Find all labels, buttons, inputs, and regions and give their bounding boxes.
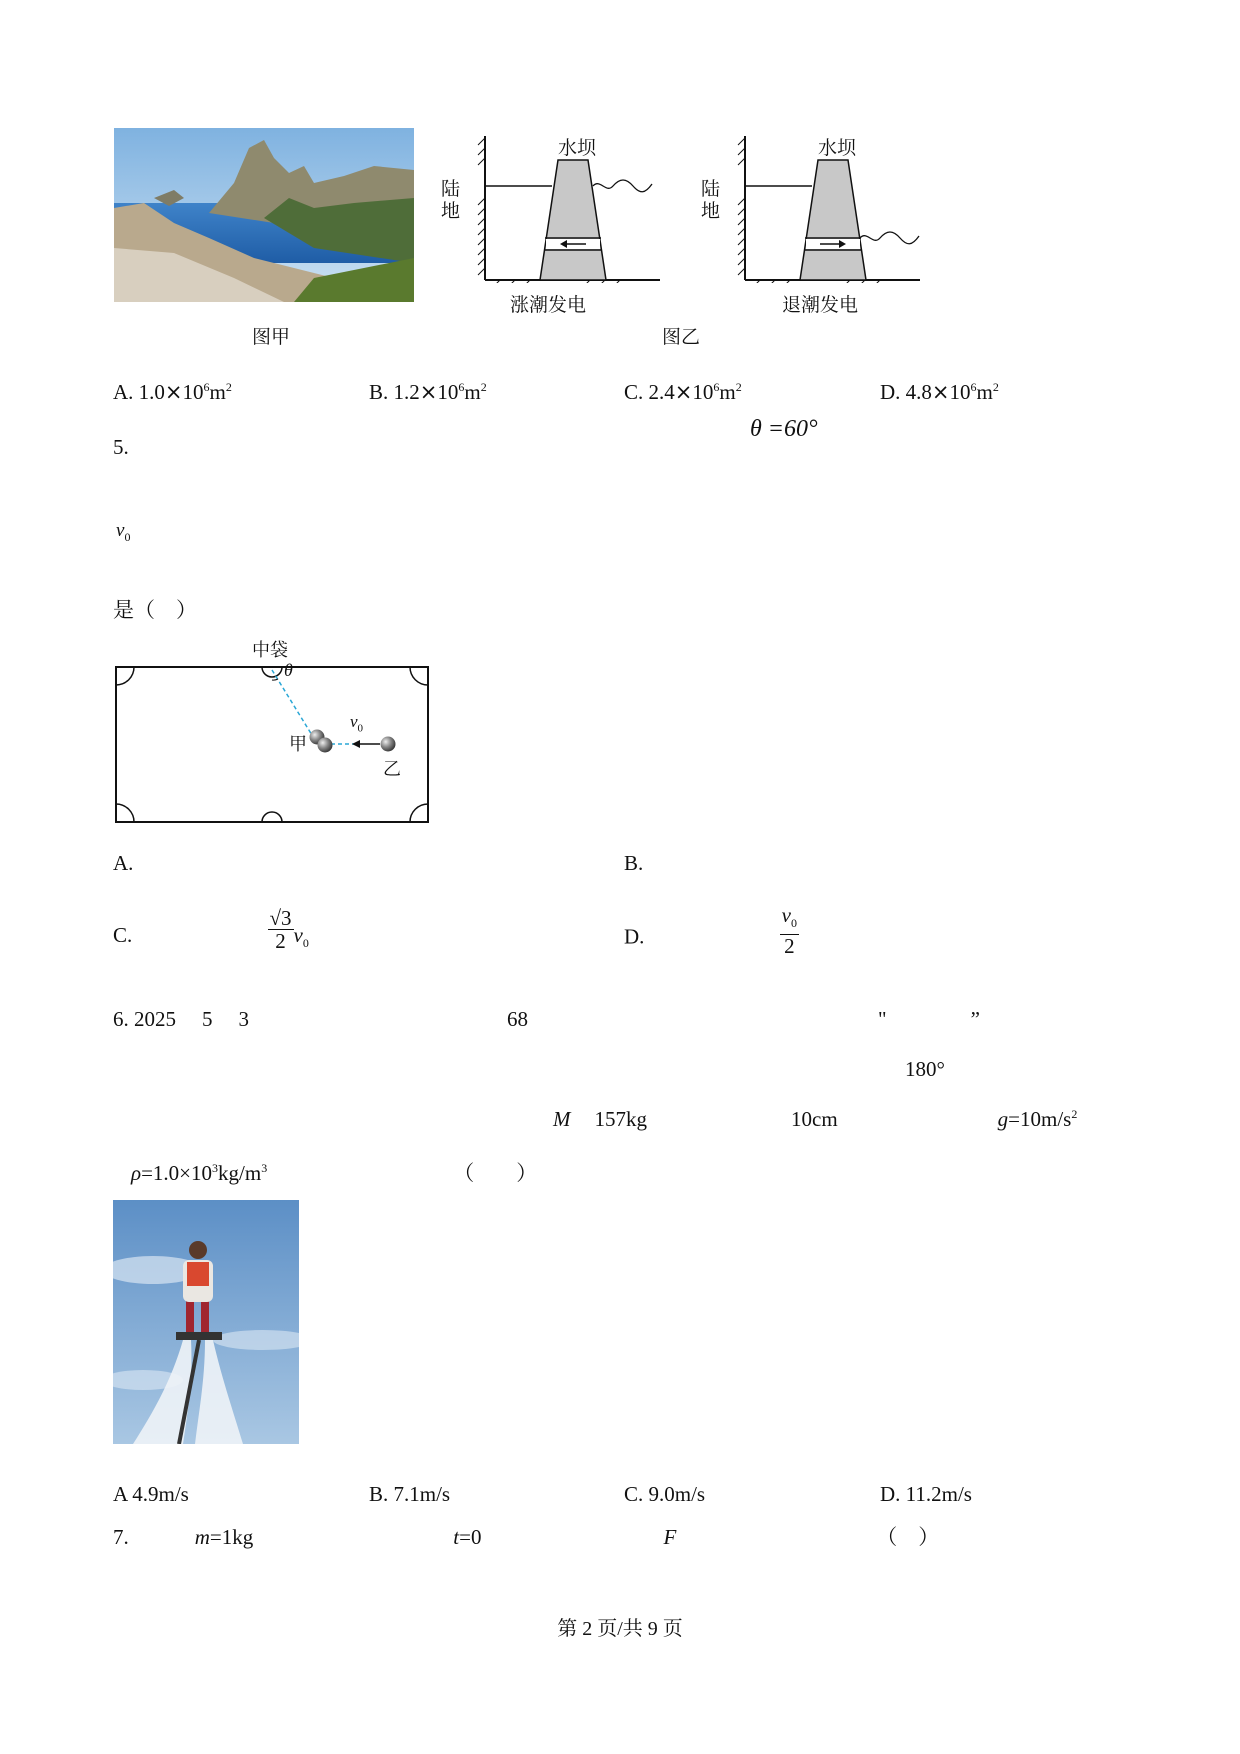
falling-tide-caption: 退潮发电 bbox=[782, 294, 859, 316]
rising-tide-caption: 涨潮发电 bbox=[510, 294, 587, 316]
q4-option-b[interactable]: B. $1.2\times 10^6m^2$ bbox=[369, 380, 487, 404]
q6-line-2-angle: 180° bbox=[905, 1057, 945, 1081]
v0-label-diagram: $v_0$ bbox=[350, 712, 364, 735]
q4-option-c[interactable]: C. $2.4\times 10^6m^2$ bbox=[624, 380, 742, 404]
page-footer: 第 2 页/共 9 页 bbox=[557, 1618, 683, 1640]
land-label-right: 陆地 bbox=[701, 178, 721, 222]
q6-line-4: $\rho=1.0\times 10^3kg/m^3$ （ ） bbox=[131, 1161, 538, 1185]
q7-line-1: 7. m=1kg t=0 F （ ） bbox=[113, 1525, 940, 1549]
q5-v0: $v_0$ bbox=[116, 520, 131, 544]
billiard-table-diagram bbox=[114, 640, 434, 825]
q6-option-d[interactable]: D. 11.2m/s bbox=[880, 1482, 972, 1506]
dam-label-right: 水坝 bbox=[818, 137, 857, 159]
fig-yi-caption: 图乙 bbox=[662, 326, 701, 348]
q6-line-3: M 157kg 10cm $g=10m/s^2$ bbox=[553, 1107, 1078, 1131]
q6-option-c[interactable]: C. 9.0m/s bbox=[624, 1482, 706, 1506]
q6-option-a[interactable]: A 4.9m/s bbox=[113, 1482, 189, 1506]
q5-option-d[interactable]: D. $\frac{v_0}{2}$ bbox=[624, 903, 797, 959]
q4-option-a[interactable]: A. $1.0\times 10^6m^2$ bbox=[113, 380, 232, 404]
theta-label: θ bbox=[284, 660, 293, 680]
q5-line-1: 5. bbox=[113, 435, 129, 459]
dam-label-left: 水坝 bbox=[558, 137, 597, 159]
flyboard-photo bbox=[113, 1200, 299, 1444]
q5-line-3: 是（ ） bbox=[113, 598, 197, 622]
ball-jia-label: 甲 bbox=[289, 734, 307, 755]
q5-option-b[interactable]: B. bbox=[624, 851, 644, 875]
q6-line-1: 6. 2025 5 3 68 " ” bbox=[113, 1007, 980, 1031]
ball-yi-label: 乙 bbox=[383, 759, 401, 780]
q5-option-c[interactable]: C. $\frac{√3}{2}$ $v_0$ bbox=[113, 905, 309, 953]
dam-diagram-rising-tide bbox=[440, 128, 660, 283]
q5-option-a[interactable]: A. bbox=[113, 851, 134, 875]
fig-jia-caption: 图甲 bbox=[252, 326, 291, 348]
dam-diagram-falling-tide bbox=[700, 128, 920, 283]
q6-option-b[interactable]: B. 7.1m/s bbox=[369, 1482, 451, 1506]
coast-photo bbox=[114, 128, 414, 302]
middle-pocket-label: 中袋 bbox=[252, 640, 288, 661]
q4-option-d[interactable]: D. $4.8\times 10^6m^2$ bbox=[880, 380, 999, 404]
land-label-left: 陆地 bbox=[441, 178, 461, 222]
q5-theta-eq: θ =60° bbox=[750, 416, 818, 442]
